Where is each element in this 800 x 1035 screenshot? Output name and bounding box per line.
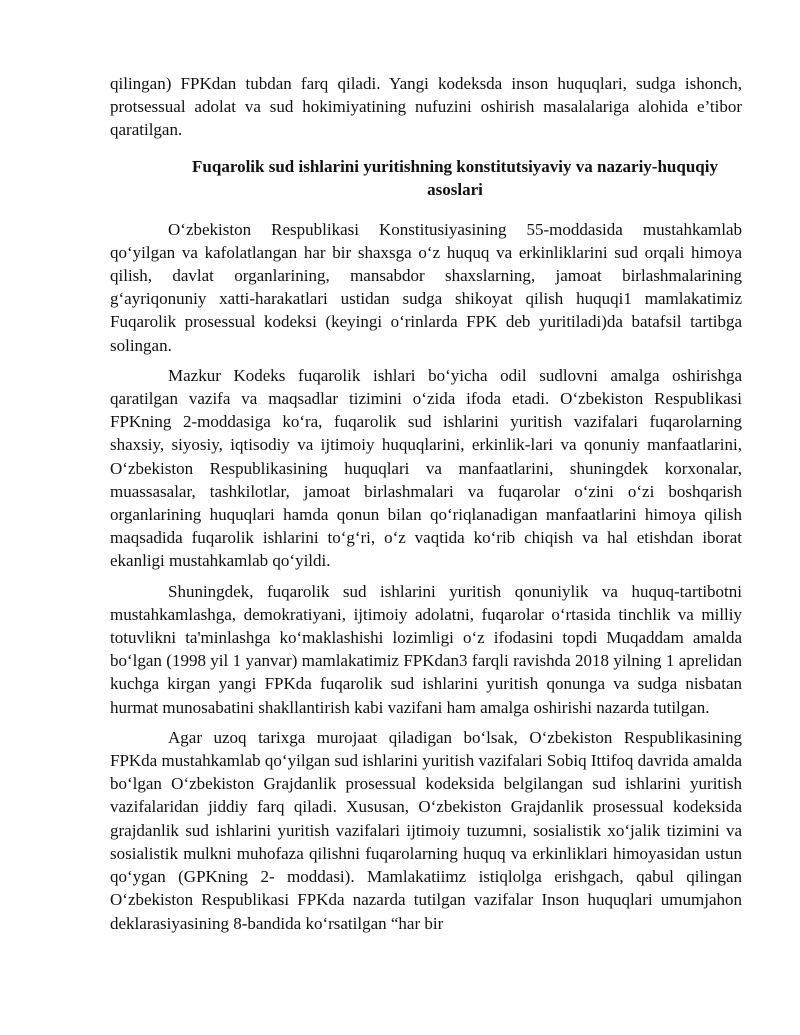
- paragraph-code-tasks: Mazkur Kodeks fuqarolik ishlari bo‘yicha odil sudlovni amalga oshirishga qaratilgan vazifa va maqsadlar tizimini o‘zida ifoda etadi. O‘zbekiston Respublikasi FPKning 2-moddasiga ko‘ra, fuqarolik sud ishlarini yuritish vazifalari fuqarolarning shaxsiy, siyosiy, iqtisodiy va ijtimoiy huquqlarini, erkinlik-lari va qonuniy manfaatlarini, O‘zbekiston Respublikasining huquqlari va manfaatlarini, shuningdek korxonalar, muassasalar, tashkilotlar, jamoat birlashmalari va fuqarolar o‘zini o‘zi boshqarish organlarining huquqlari hamda qonun bilan qo‘riqlanadigan manfaatlarini himoya qilish maqsadida fuqarolik ishlarini to‘g‘ri, o‘z vaqtida ko‘rib chiqish va hal etishdan iborat ekanligi mustahkamlab qo‘yildi.: [110, 365, 742, 571]
- paragraph-constitution: O‘zbekiston Respublikasi Konstitusiyasining 55-moddasida mustahkamlab qo‘yilgan va kafolatlangan har bir shaxsga o‘z huquq va erkinliklarini sud orqali himoya qilish, davlat organlarining, mansabdor shaxslarning, jamoat birlashmalarining g‘ayriqonuniy xatti-harakatlari ustidan sudga shikoyat qilish huquqi1 mamlakatimiz Fuqarolik prosessual kodeksi (keyingi o‘rinlarda FPK deb yuritiladi)da batafsil tartibga solingan.: [110, 219, 742, 355]
- document-page: [110, 72, 742, 935]
- paragraph-intro: qilingan) FPKdan tubdan farq qiladi. Yangi kodeksda inson huquqlari, sudga ishonch, protsessual adolat va sud hokimiyatining nufuzini oshirish masalalariga alohida e’tibor qaratilgan.: [110, 74, 742, 140]
- paragraph-legality: Shuningdek, fuqarolik sud ishlarini yuritish qonuniylik va huquq-tartibotni mustahkamlashga, demokratiyani, ijtimoiy adolatni, fuqarolar o‘rtasida tinchlik va milliy totuvlikni ta'minlashga ko‘maklashishi lozimligi o‘z ifodasini topdi Muqaddam amalda bo‘lgan (1998 yil 1 yanvar) mamlakatimiz FPKdan3 farqli ravishda 2018 yilning 1 aprelidan kuchga kirgan yangi FPKda fuqarolik sud ishlarini yuritish qonunga va sudga nisbatan hurmat munosabatini shakllantirish kabi vazifani ham amalga oshirishi nazarda tutilgan.: [110, 581, 742, 717]
- section-heading: Fuqarolik sud ishlarini yuritishning konstitutsiyaviy va nazariy-huquqiy asoslari: [192, 156, 718, 199]
- paragraph-history: Agar uzoq tarixga murojaat qiladigan bo‘lsak, O‘zbekiston Respublikasining FPKda mustahkamlab qo‘yilgan sud ishlarini yuritish vazifalari Sobiq Ittifoq davrida amalda bo‘lgan O‘zbekiston Grajdanlik prosessual kodeksida belgilangan sud ishlarini yuritish vazifalaridan jiddiy farq qiladi. Xususan, O‘zbekiston Grajdanlik prosessual kodeksida grajdanlik sud ishlarini yuritish vazifalari ijtimoiy tuzumni, sosialistik xo‘jalik tizimini va sosialistik mulkni muhofaza qilishni fuqarolarning huquq va erkinliklari himoyasidan ustun qo‘ygan (GPKning 2- moddasi). Mamlakatiimz istiqlolga erishgach, qabul qilingan O‘zbekiston Respublikasi FPKda nazarda tutilgan vazifalar Inson huquqlari umumjahon deklarasiyasining 8-bandida ko‘rsatilgan “har bir: [110, 727, 742, 933]
